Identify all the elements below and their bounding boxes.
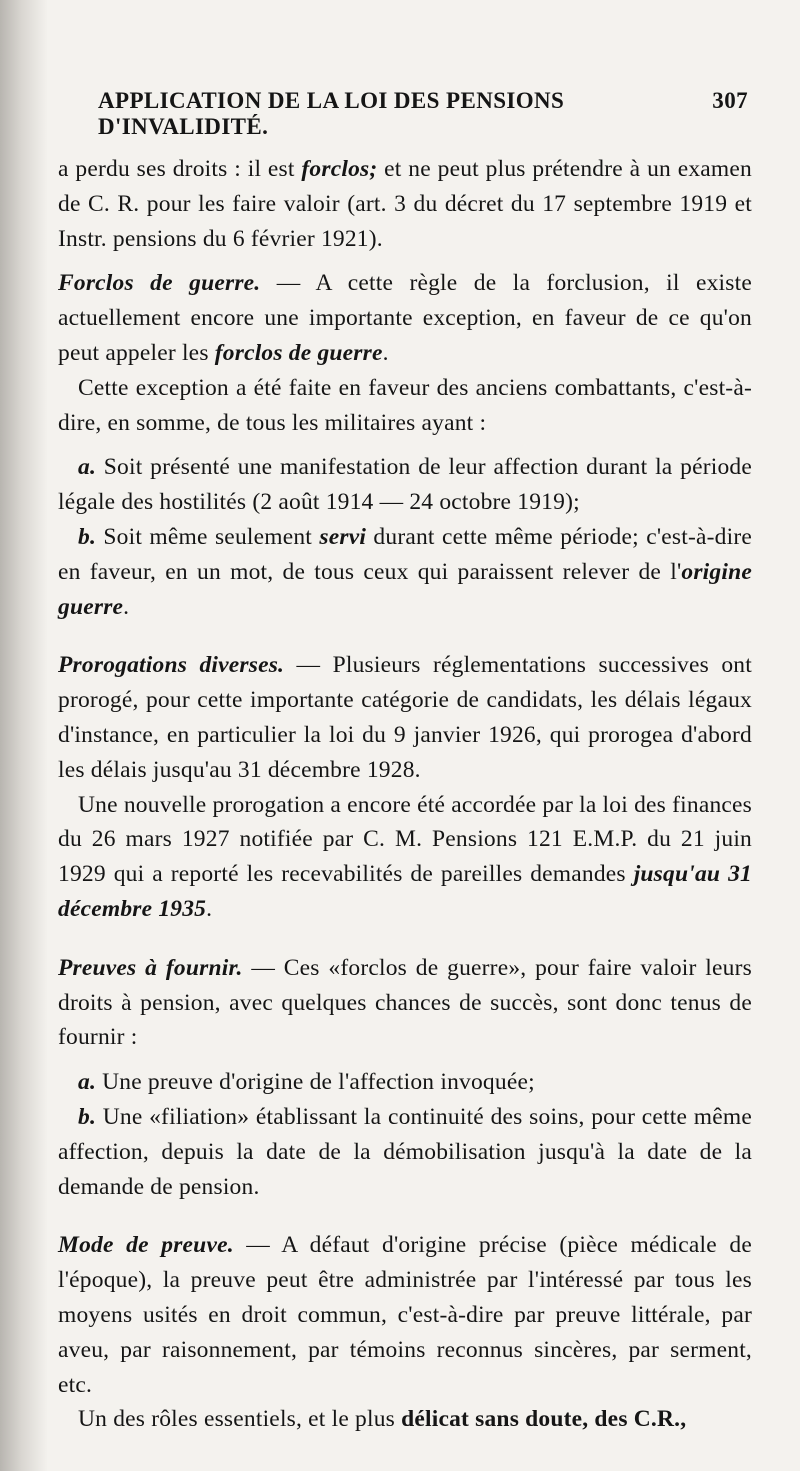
list-item-a-manifestation [58, 450, 752, 520]
text-run: a perdu ses droits : il est [58, 156, 302, 182]
list-item-a-preuve-origine [58, 1065, 752, 1100]
text-run: . [123, 593, 130, 620]
emphasis-forclos: forclos; [301, 156, 378, 182]
list-marker: a. [78, 1069, 97, 1096]
emphasis-servi: servi [319, 523, 367, 550]
running-header [98, 88, 748, 140]
paragraph-roles-essentiels [58, 1402, 752, 1437]
running-title: APPLICATION DE LA LOI DES PENSIONS D'INVALIDITÉ. [98, 88, 565, 139]
section-heading-mode-de-preuve: Mode de preuve. [58, 1232, 234, 1259]
text-run: . [382, 339, 389, 366]
paragraph-prorogations [58, 648, 752, 787]
list-marker: a. [78, 454, 97, 481]
paragraph-forclusion-continuation [58, 152, 752, 256]
text-run: — Ces «forclos de guerre», pour faire valoir leurs droits à pension, avec quelques chances de succès, sont donc tenus de fournir : [58, 954, 752, 1051]
emphasis-deadline: jusqu'au 31 décembre 1935 [58, 861, 752, 922]
paragraph-nouvelle-prorogation [58, 788, 752, 927]
list-marker: b. [78, 523, 97, 550]
emphasis-origine-guerre: origine guerre [58, 558, 752, 620]
text-run: Une preuve d'origine de l'affection invoquée; [96, 1069, 535, 1096]
text-run: Un des rôles essentiels, et le plus [78, 1406, 402, 1433]
text-run: Soit même seulement [96, 523, 320, 550]
paragraph-forclos-de-guerre [58, 266, 752, 370]
section-heading-forclos-de-guerre: Forclos de guerre. [58, 270, 261, 297]
text-run: Une nouvelle prorogation a encore été accordée par la loi des finances du 26 mars 1927 notifiée par C. M. Pensions 121 E.M.P. du 21 juin 1929 qui a reporté les recevabilités de pareilles demandes [58, 791, 752, 888]
page-number: 307 [712, 88, 748, 113]
paragraph-preuves [58, 951, 752, 1055]
paragraph-exception [58, 371, 752, 441]
text-run: durant cette même période; c'est-à-dire en faveur, en un mot, de tous ceux qui paraissent relever de l' [58, 523, 752, 585]
text-run: — A défaut d'origine précise (pièce médicale de l'époque), la preuve peut être administrée par l'intéressé par tous les moyens usités en droit commun, c'est-à-dire par preuve littérale, par aveu, par raisonnement, par témoins reconnus sincères, par serment, etc. [58, 1232, 752, 1398]
list-item-b-filiation [58, 1100, 752, 1204]
section-heading-prorogations: Prorogations diverses. [58, 652, 285, 679]
section-heading-preuves: Preuves à fournir. [58, 954, 243, 981]
text-run: et ne peut plus prétendre à un examen de C. R. pour les faire valoir (art. 3 du décret du 17 septembre 1919 et Instr. pensions du 6 février 1921). [58, 156, 752, 252]
list-marker: b. [78, 1103, 97, 1130]
emphasis-forclos-de-guerre: forclos de guerre [214, 339, 383, 366]
list-item-b-servi [58, 520, 752, 624]
bold-run: délicat sans doute, des C.R., [401, 1406, 687, 1433]
text-run: Cette exception a été faite en faveur des anciens combattants, c'est-à-dire, en somme, de tous les militaires ayant : [58, 374, 752, 436]
text-run: Une «filiation» établissant la continuité des soins, pour cette même affection, depuis la date de la démobilisation jusqu'à la date de la demande de pension. [58, 1103, 752, 1200]
paragraph-mode-de-preuve [58, 1228, 752, 1402]
text-run: Soit présenté une manifestation de leur affection durant la période légale des hostilités (2 août 1914 — 24 octobre 1919); [58, 454, 752, 516]
text-run: — Plusieurs réglementations successives ont prorogé, pour cette importante catégorie de candidats, les délais légaux d'instance, en particulier la loi du 9 janvier 1926, qui prorogea d'abord les délais jusqu'au 31 décembre 1928. [58, 652, 752, 783]
text-run: — A cette règle de la forclusion, il existe actuellement encore une importante exception, en faveur de ce qu'on peut appeler les [58, 270, 752, 366]
text-run: . [206, 895, 213, 922]
